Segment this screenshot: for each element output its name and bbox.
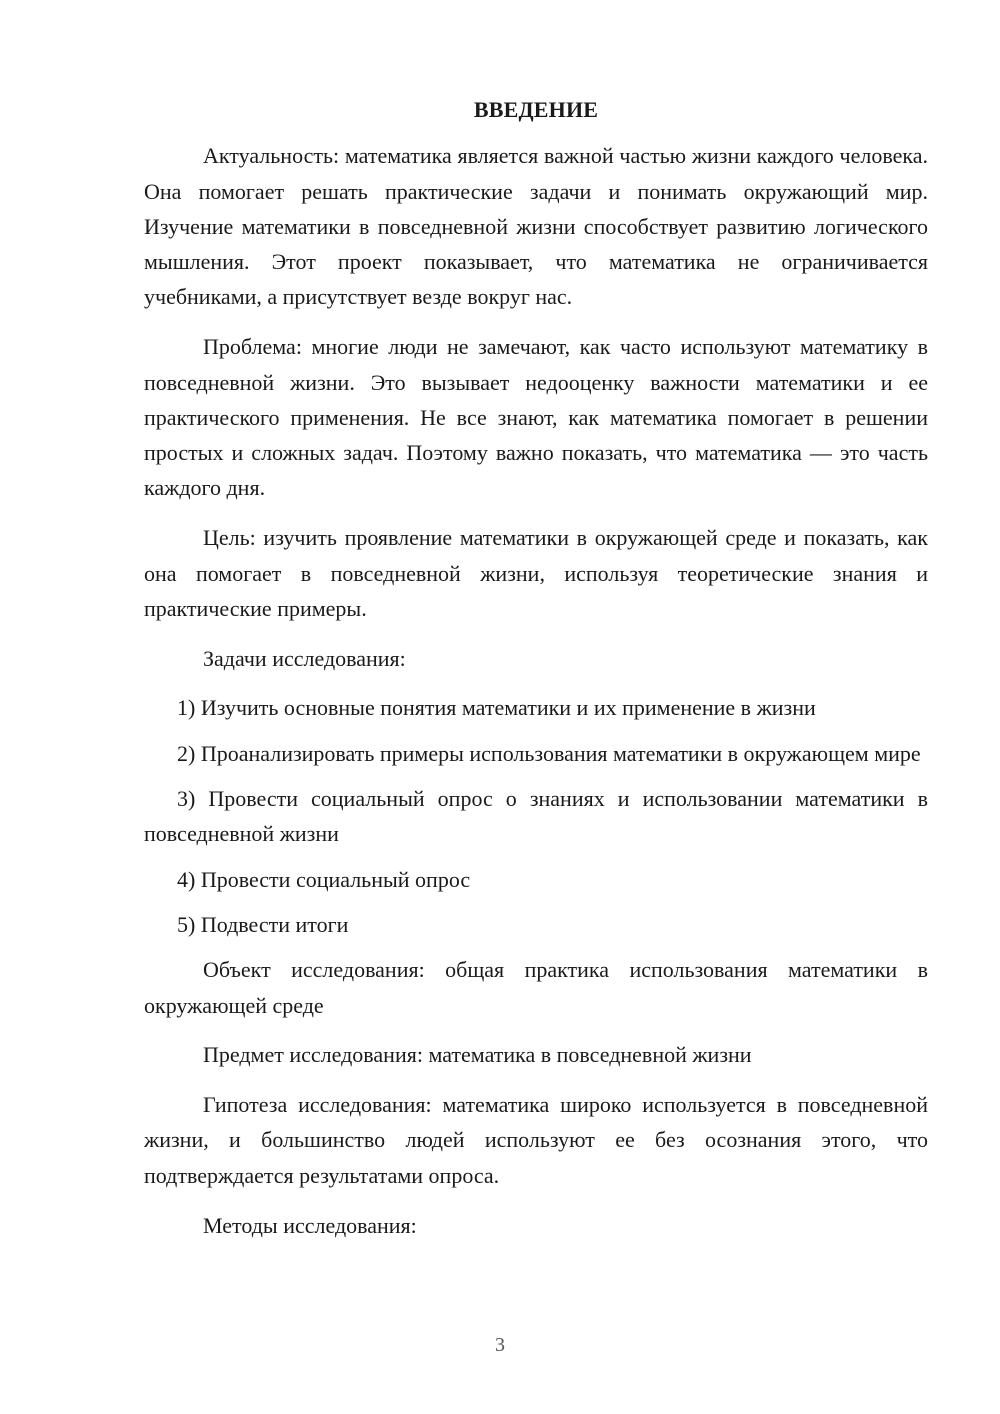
document-page (144, 92, 928, 1257)
task-item-2: 2) Проанализировать примеры использования математики в окружающем мире (177, 740, 921, 766)
section-title: ВВЕДЕНИЕ (473, 97, 599, 122)
paragraph-goal: Цель: изучить проявление математики в окружающей среде и показать, как она помогает в повседневной жизни, используя теоретические знания и практические примеры. (144, 525, 928, 621)
task-item-4: 4) Провести социальный опрос (177, 866, 471, 892)
page-number: 3 (495, 1334, 505, 1356)
task-item-1: 1) Изучить основные понятия математики и их применение в жизни (177, 695, 816, 721)
paragraph-methods: Методы исследования: (203, 1212, 417, 1238)
task-item-3: 3) Провести социальный опрос о знаниях и использовании математики в повседневной жизни (144, 786, 928, 847)
paragraph-problem: Проблема: многие люди не замечают, как часто используют математику в повседневной жизни. Это вызывает недооценку важности математики и ее практического применения. Не все знают, как математика помогает в решении простых и сложных задач. Поэтому важно показать, что математика — это часть каждого дня. (144, 334, 928, 501)
paragraph-tasks-heading: Задачи исследования: (203, 645, 406, 671)
paragraph-subject: Предмет исследования: математика в повседневной жизни (203, 1042, 752, 1068)
paragraph-hypothesis: Гипотеза исследования: математика широко используется в повседневной жизни, и большинство людей используют ее без осознания этого, что подтверждается результатами опроса. (144, 1092, 928, 1188)
paragraph-object: Объект исследования: общая практика использования математики в окружающей среде (144, 957, 928, 1018)
paragraph-relevance: Актуальность: математика является важной частью жизни каждого человека. Она помогает решать практические задачи и понимать окружающий мир. Изучение математики в повседневной жизни способствует развитию логического мышления. Этот проект показывает, что математика не ограничивается учебниками, а присутствует везде вокруг нас. (144, 143, 928, 310)
task-item-5: 5) Подвести итоги (177, 911, 349, 937)
